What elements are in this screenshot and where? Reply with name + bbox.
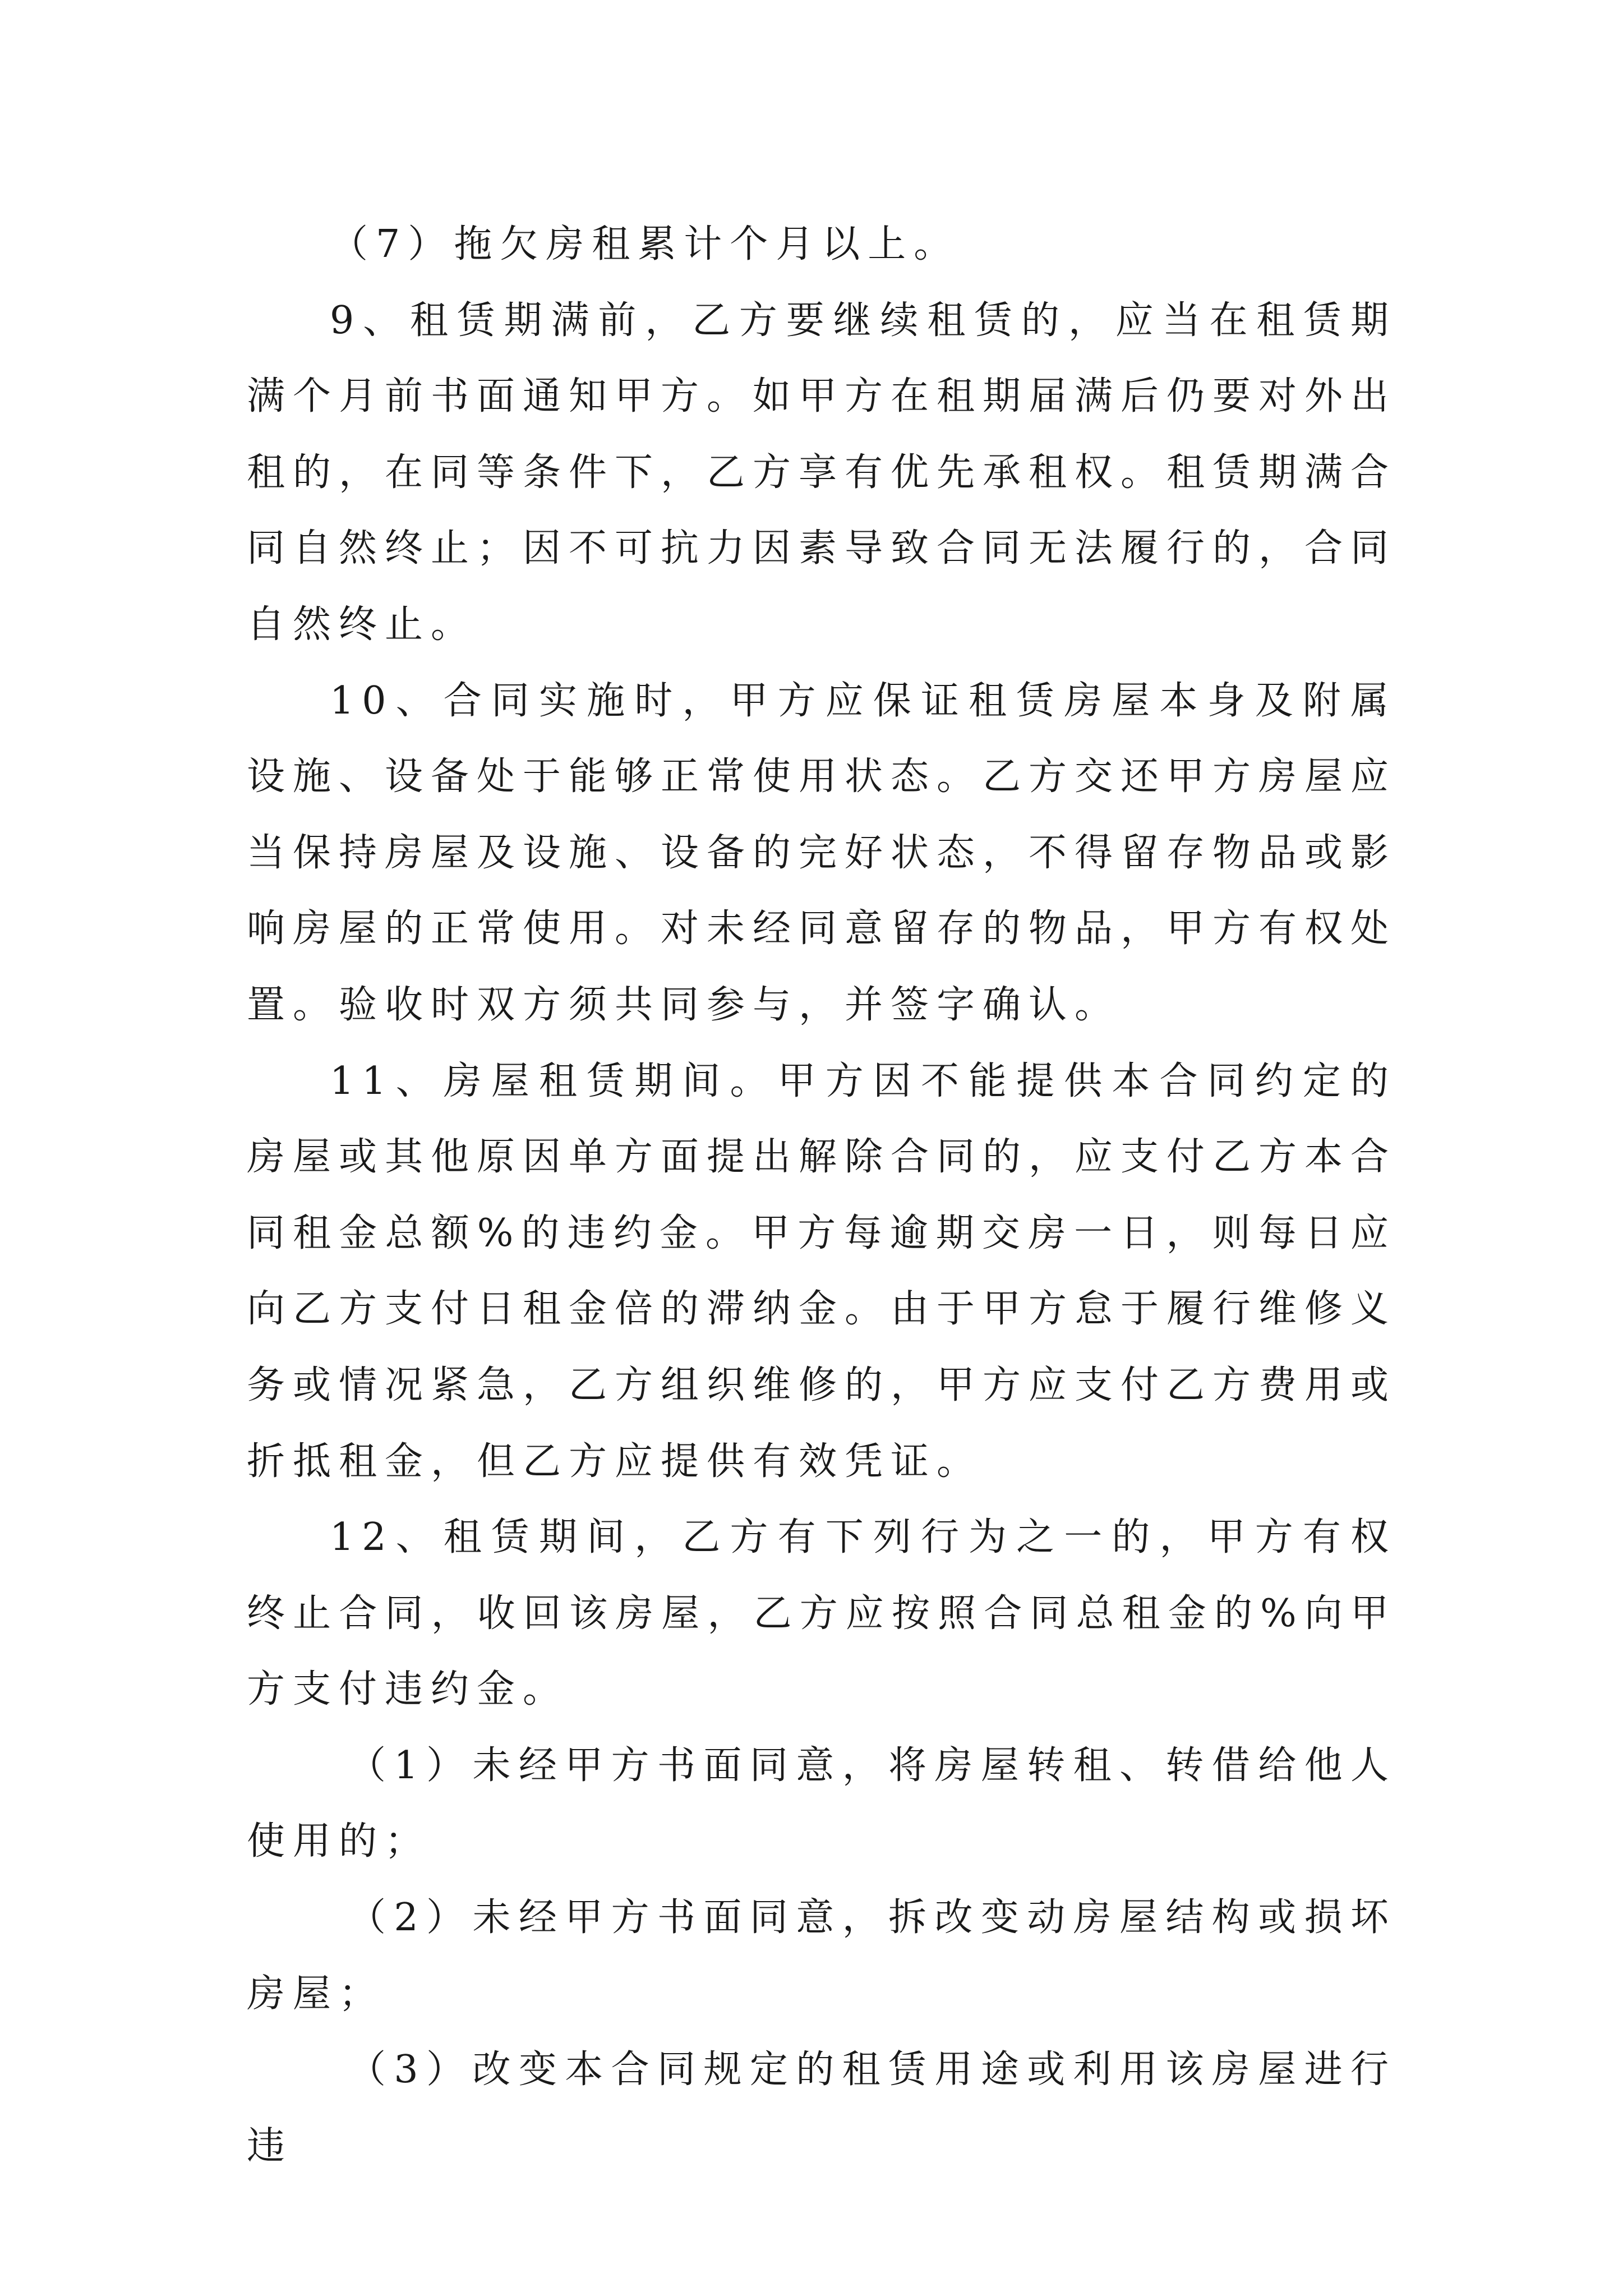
paragraph-item-1: （1）未经甲方书面同意，将房屋转租、转借给他人使用的；: [247, 1743, 1396, 1864]
paragraph-item-2: （2）未经甲方书面同意，拆改变动房屋结构或损坏房屋；: [247, 1895, 1396, 2016]
document-body: [247, 206, 1396, 2184]
paragraph-clause-11: 11、房屋租赁期间。甲方因不能提供本合同约定的房屋或其他原因单方面提出解除合同的，应支付乙方本合同租金总额%的违约金。甲方每逾期交房一日，则每日应向乙方支付日租金倍的滞纳金。由于甲方怠于履行维修义务或情况紧急，乙方组织维修的，甲方应支付乙方费用或折抵租金，但乙方应提供有效凭证。: [247, 1059, 1397, 1484]
paragraph-clause-9: 9、租赁期满前，乙方要继续租赁的，应当在租赁期满个月前书面通知甲方。如甲方在租期届满后仍要对外出租的，在同等条件下，乙方享有优先承租权。租赁期满合同自然终止；因不可抗力因素导致合同无法履行的，合同自然终止。: [247, 298, 1397, 647]
paragraph-clause-12: 12、租赁期间，乙方有下列行为之一的，甲方有权终止合同，收回该房屋，乙方应按照合同总租金的%向甲方支付违约金。: [247, 1515, 1396, 1712]
paragraph-item-7: （7）拖欠房租累计个月以上。: [330, 222, 960, 266]
paragraph-item-3: （3）改变本合同规定的租赁用途或利用该房屋进行违: [247, 2047, 1396, 2168]
paragraph-clause-10: 10、合同实施时，甲方应保证租赁房屋本身及附属设施、设备处于能够正常使用状态。乙方交还甲方房屋应当保持房屋及设施、设备的完好状态，不得留存物品或影响房屋的正常使用。对未经同意留存的物品，甲方有权处置。验收时双方须共同参与，并签字确认。: [247, 678, 1397, 1027]
